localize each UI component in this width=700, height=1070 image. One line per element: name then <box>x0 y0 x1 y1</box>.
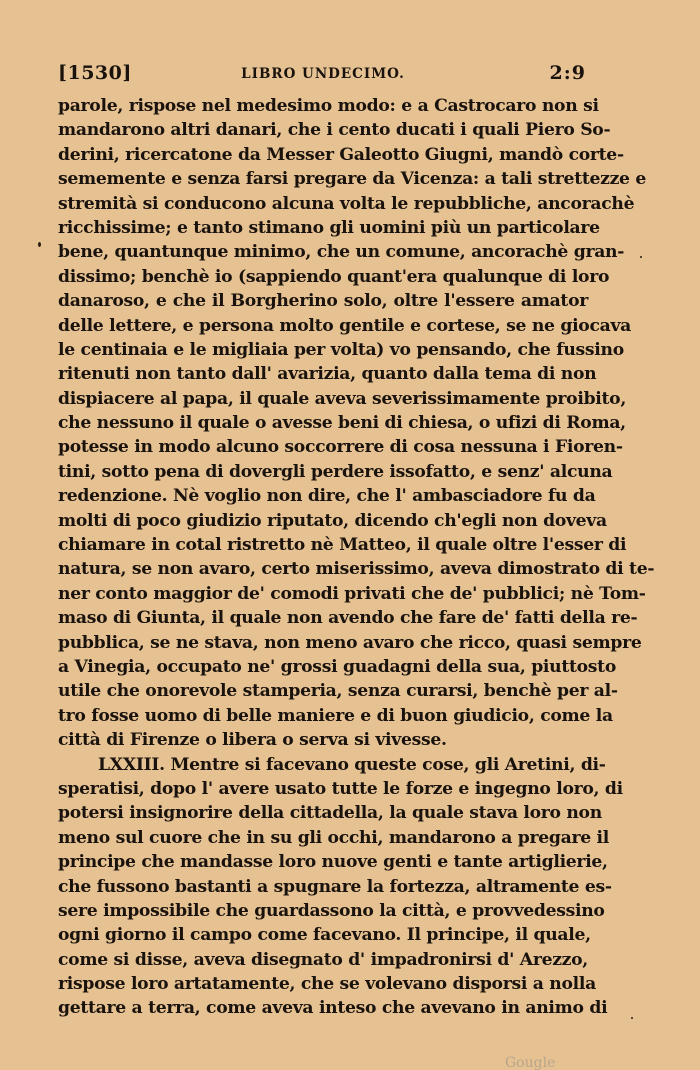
text-line: come si disse, aveva disegnato d' impadronirsi d' Arezzo, <box>58 949 588 970</box>
text-line: LXXIII. Mentre si facevano queste cose, gli Aretini, di- <box>98 754 606 775</box>
text-line: redenzione. Nè voglio non dire, che l' ambasciadore fu da <box>58 486 596 507</box>
text-line: maso di Giunta, il quale non avendo che fare de' fatti della re- <box>58 608 638 629</box>
running-head <box>58 58 588 90</box>
text-line: dissimo; benchè io (sappiendo quant'era qualunque di loro <box>58 266 610 287</box>
text-line: potersi insignorire della cittadella, la quale stava loro non <box>58 803 602 824</box>
text-line: speratisi, dopo l' avere usato tutte le forze e ingegno loro, di <box>58 778 623 799</box>
ink-speck <box>640 256 642 258</box>
text-line: delle lettere, e persona molto gentile e cortese, se ne giocava <box>58 315 631 336</box>
book-title: LIBRO UNDECIMO. <box>241 66 405 82</box>
text-line: danaroso, e che il Borgherino solo, oltre l'essere amator <box>58 291 588 312</box>
text-line: mandarono altri danari, che i cento ducati i quali Piero So- <box>58 120 611 141</box>
text-line: meno sul cuore che in su gli occhi, mandarono a pregare il <box>58 827 609 848</box>
text-line: derini, ricercatone da Messer Galeotto Giugni, mandò corte- <box>58 144 624 165</box>
text-line: ner conto maggior de' comodi privati che de' pubblici; nè Tom- <box>58 583 646 604</box>
text-line: principe che mandasse loro nuove genti e tante artiglierie, <box>58 852 608 873</box>
paragraph-1 <box>58 94 655 753</box>
ink-speck <box>631 1017 633 1019</box>
text-line: dispiacere al papa, il quale aveva severissimamente proibito, <box>58 388 627 409</box>
page-number: 2:9 <box>549 62 586 84</box>
text-line: parole, rispose nel medesimo modo: e a Castrocaro non si <box>58 96 599 116</box>
text-line: tini, sotto pena di dovergli perdere issofatto, e senz' alcuna <box>58 461 613 482</box>
text-line: a Vinegia, occupato ne' grossi guadagni della sua, piuttosto <box>58 656 616 677</box>
text-line: gettare a terra, come aveva inteso che avevano in animo di <box>58 998 608 1019</box>
text-line: sere impossibile che guardassono la città, e provvedessino <box>58 900 605 921</box>
text-line: che fussono bastanti a spugnare la fortezza, altramente es- <box>58 876 612 897</box>
text-line: pubblica, se ne stava, non meno avaro che ricco, quasi sempre <box>58 632 642 653</box>
text-line: città di Firenze o libera o serva si vivesse. <box>58 730 447 751</box>
text-line: sememente e senza farsi pregare da Vicenza: a tali strettezze e <box>58 169 646 190</box>
text-line: tro fosse uomo di belle maniere e di buon giudicio, come la <box>58 705 613 726</box>
text-line: utile che onorevole stamperia, senza curarsi, benchè per al- <box>58 681 618 702</box>
year-marker: [1530] <box>58 62 132 84</box>
body-text <box>58 94 655 1021</box>
paragraph-2 <box>58 753 623 1021</box>
text-line: che nessuno il quale o avesse beni di chiesa, o ufizi di Roma, <box>58 413 626 434</box>
text-line: rispose loro artatamente, che se volevano disporsi a nolla <box>58 974 596 995</box>
digitization-watermark: Gougle <box>505 1055 556 1070</box>
ink-speck <box>38 242 41 247</box>
text-line: bene, quantunque minimo, che un comune, ancorachè gran- <box>58 242 625 263</box>
text-line: ritenuti non tanto dall' avarizia, quanto dalla tema di non <box>58 364 597 385</box>
text-line: ogni giorno il campo come facevano. Il principe, il quale, <box>58 925 591 946</box>
text-line: ricchissime; e tanto stimano gli uomini più un particolare <box>58 217 600 238</box>
text-line: stremità si conducono alcuna volta le repubbliche, ancorachè <box>58 193 635 214</box>
text-line: molti di poco giudizio riputato, dicendo ch'egli non doveva <box>58 510 607 531</box>
text-line: le centinaia e le migliaia per volta) vo pensando, che fussino <box>58 339 624 360</box>
text-line: potesse in modo alcuno soccorrere di cosa nessuna i Fioren- <box>58 437 623 458</box>
book-page <box>58 58 655 1021</box>
text-line: natura, se non avaro, certo miserissimo, aveva dimostrato di te- <box>58 559 655 580</box>
text-line: chiamare in cotal ristretto nè Matteo, il quale oltre l'esser di <box>58 535 627 556</box>
